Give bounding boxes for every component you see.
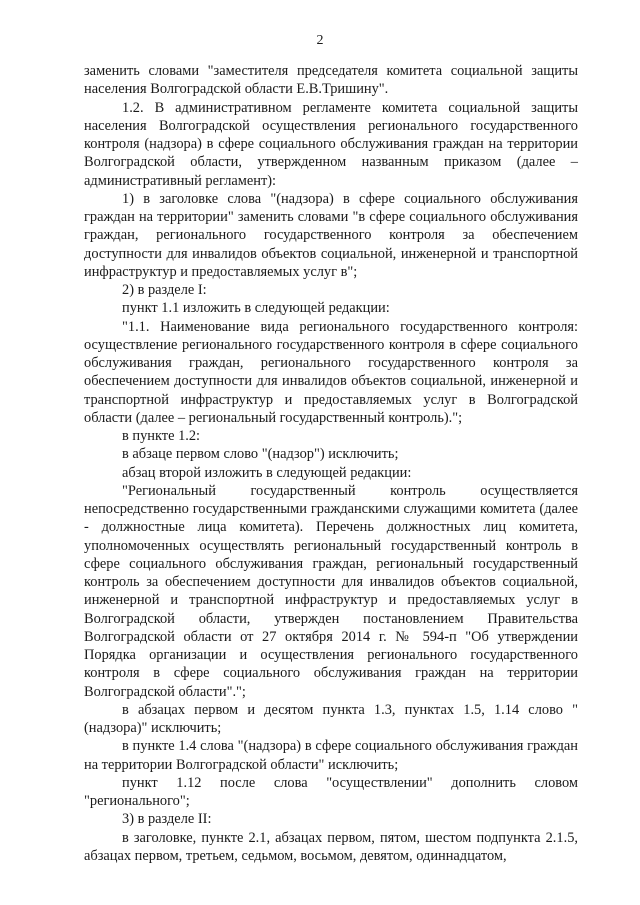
paragraph-1: заменить словами "заместителя председателя комитета социальной защиты населения Волгоградской области Е.В.Тришину".	[84, 63, 578, 98]
paragraph-2: 1.2. В административном регламенте комитета социальной защиты населения Волгоградской осуществления регионального государственного контроля (надзора) в сфере социального обслуживания граждан на территории Волгоградской области, утвержденном названным приказом (далее – административный регламент):	[84, 99, 578, 189]
page-number: 2	[316, 33, 324, 48]
paragraph-12: в пункте 1.4 слова "(надзора) в сфере социального обслуживания граждан на территории Волгоградской области" исключить;	[84, 738, 578, 773]
paragraph-15: в заголовке, пункте 2.1, абзацах первом, пятом, шестом подпункта 2.1.5, абзацах первом, третьем, седьмом, восьмом, девятом, одиннадцатом,	[84, 829, 578, 864]
paragraph-4: 2) в разделе I:	[122, 282, 207, 298]
document-body	[84, 62, 578, 865]
paragraph-11: в абзацах первом и десятом пункта 1.3, пунктах 1.5, 1.14 слово "(надзора)" исключить;	[84, 701, 578, 736]
paragraph-3: 1) в заголовке слова "(надзора) в сфере социального обслуживания граждан на территории" заменить словами "в сфере социального обслуживания граждан, регионального государственного контроля за обеспечением доступности для инвалидов объектов социальной, инженерной и транспортной инфраструктур и предоставляемых услуг в";	[84, 190, 578, 280]
paragraph-9: абзац второй изложить в следующей редакции:	[122, 464, 412, 481]
paragraph-13: пункт 1.12 после слова "осуществлении" дополнить словом "регионального";	[84, 774, 578, 809]
paragraph-10: "Региональный государственный контроль осуществляется непосредственно государственными гражданскими служащими комитета (далее - должностные лица комитета). Перечень должностных лиц комитета, уполномоченных осуществлять региональный государственный контроль в сфере социального обслуживания граждан, региональный государственный контроль за обеспечением доступности для инвалидов объектов социальной, инженерной и транспортной инфраструктур и предоставляемых услуг в Волгоградской области, утвержден постановлением Правительства Волгоградской области от 27 октября 2014 г. № 594-п "Об утверждении Порядка организации и осуществления регионального государственного контроля в сфере социального обслуживания граждан на территории Волгоградской области".";	[84, 482, 578, 700]
paragraph-6: "1.1. Наименование вида регионального государственного контроля: осуществление регионального государственного контроля в сфере социального обслуживания граждан, регионального государственного контроля за обеспечением доступности для инвалидов объектов социальной, инженерной и транспортной инфраструктур и предоставляемых услуг в Волгоградской области (далее – региональный государственный контроль).";	[84, 318, 578, 426]
paragraph-8: в абзаце первом слово "(надзор") исключить;	[122, 446, 399, 463]
paragraph-5: пункт 1.1 изложить в следующей редакции:	[122, 300, 390, 317]
paragraph-7: в пункте 1.2:	[122, 428, 201, 444]
paragraph-14: 3) в разделе II:	[122, 811, 212, 828]
